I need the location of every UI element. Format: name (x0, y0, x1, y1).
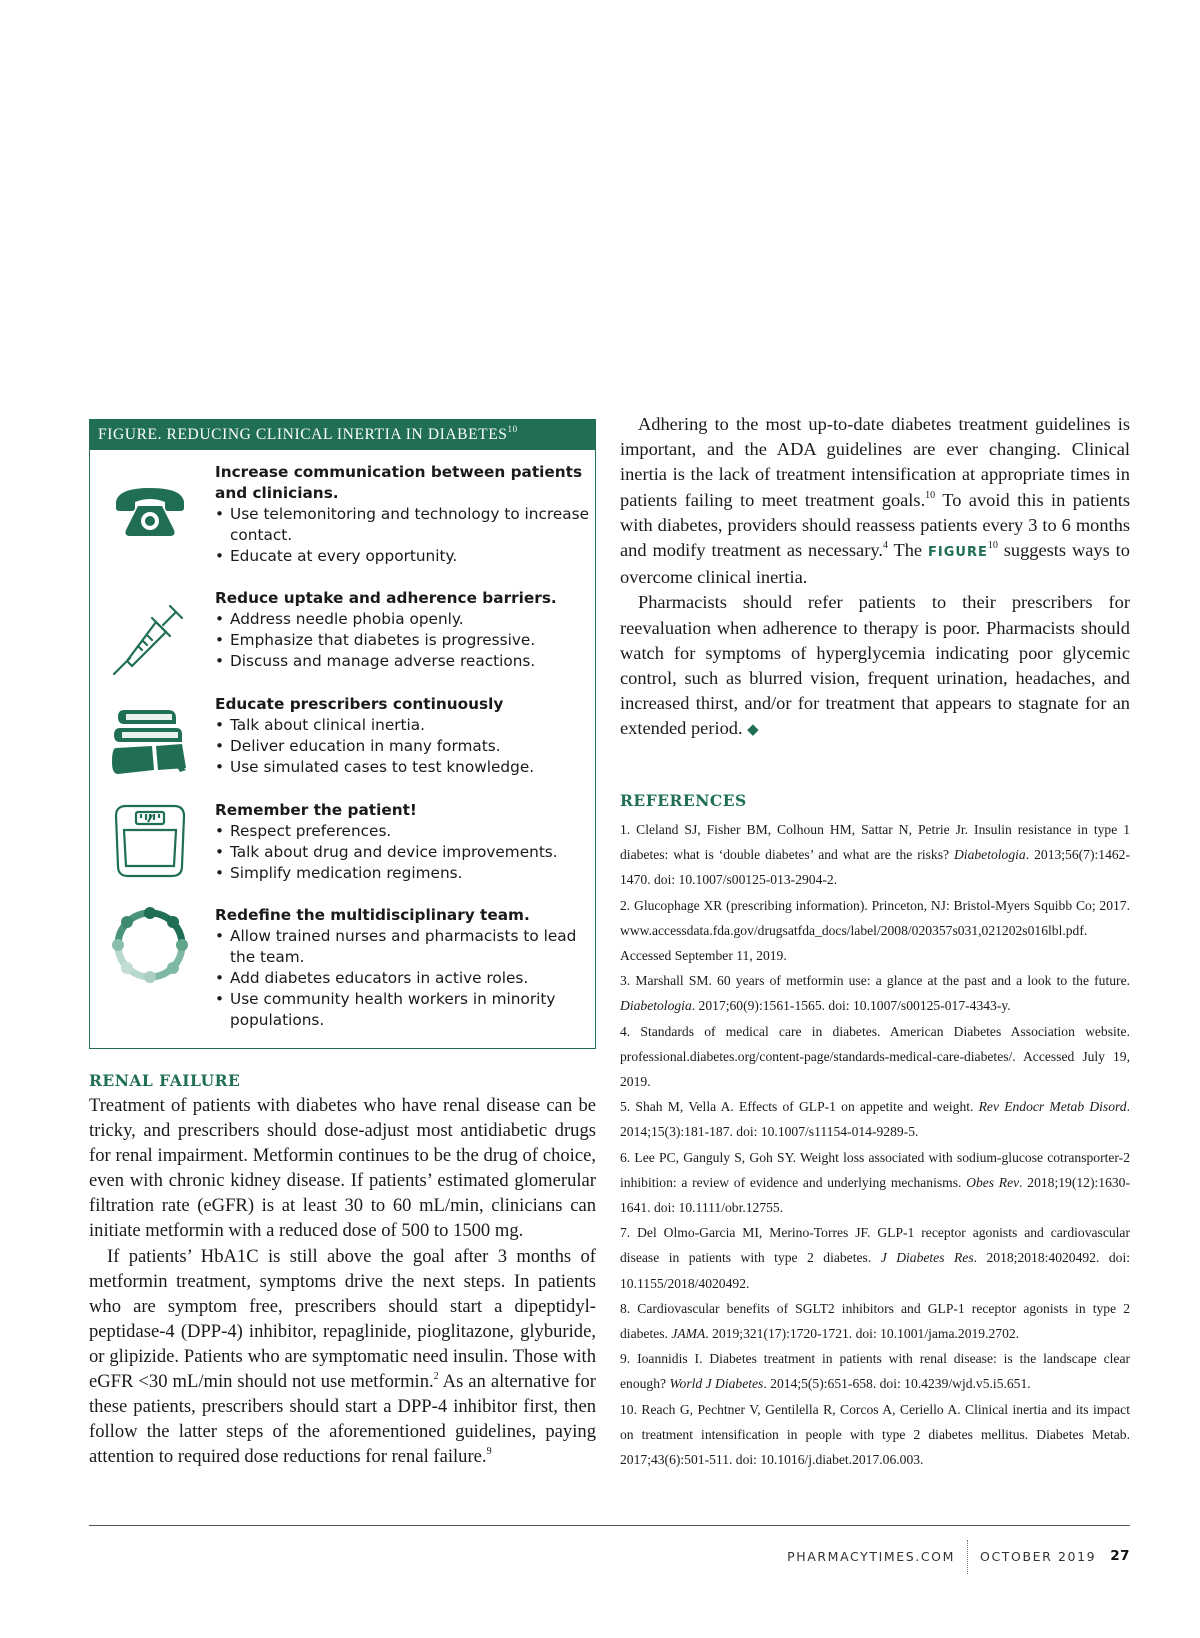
list-item: • Use simulated cases to test knowledge. (215, 757, 590, 778)
renal-p2-text-b: As an alternative for these patients, prescribers should start a DPP-4 inhibitor first, then follow the latter steps of the aforementioned guidelines, paying attention to required dose reductions for renal failure. (89, 1371, 596, 1468)
page-number: 27 (1110, 1548, 1130, 1564)
reference-item: 1. Cleland SJ, Fisher BM, Colhoun HM, Sattar N, Petrie Jr. Insulin resistance in type 1 diabetes: what is ‘double diabetes’ and what are the risks? Diabetologia. 2013;56(7):1462-1470. doi: 10.1007/s00125-013-2904-2. (620, 822, 1130, 888)
list-item: • Deliver education in many formats. (215, 736, 590, 757)
figure-section-list (215, 926, 590, 1031)
citation-ref: 10 (925, 489, 936, 501)
figure-section-title: Educate prescribers continuously (215, 695, 504, 713)
team-circle-icon (110, 905, 190, 985)
citation-ref: 4 (882, 540, 888, 552)
figure-section-list (215, 609, 590, 672)
list-item: • Allow trained nurses and pharmacists to lead the team. (215, 926, 590, 968)
citation-ref: 9 (486, 1446, 492, 1458)
page-footer (787, 1545, 1130, 1567)
intro-paragraph-1 (620, 412, 1130, 590)
list-item: • Add diabetes educators in active roles. (215, 968, 590, 989)
renal-p2-text-a: If patients’ HbA1C is still above the goal after 3 months of metformin treatment, symptoms drive the next steps. In patients who are symptom free, prescribers should start a dipeptidyl-peptidase-4 (DPP-4) inhibitor, repaglinide, pioglitazone, glyburide, or glipizide. Patients who are symptomatic need insulin. Those with eGFR <30 mL/min should not use metformin. (89, 1245, 596, 1393)
intro-p1-text-c: The (887, 540, 928, 561)
figure-section-title: Increase communication between patients and clinicians. (215, 463, 583, 502)
reference-item: 3. Marshall SM. 60 years of metformin use: a glance at the past and a look to the future. Diabetologia. 2017;60(9):1561-1565. doi: 10.1007/s00125-017-4343-y. (620, 973, 1130, 1014)
figure-header (90, 420, 595, 450)
figure-section-text (215, 800, 590, 884)
reference-item: 10. Reach G, Pechtner V, Gentilella R, Corcos A, Ceriello A. Clinical inertia and its impact on treatment intensification in people with type 2 diabetes mellitus. Diabetes Metab. 2017;43(6):501-511. doi: 10.1016/j.diabet.2017.06.003. (620, 1401, 1130, 1468)
figure-section-title: Reduce uptake and adherence barriers. (215, 589, 557, 607)
renal-failure-section (89, 1068, 596, 1469)
figure-section-title: Remember the patient! (215, 801, 417, 819)
reference-item: 5. Shah M, Vella A. Effects of GLP-1 on appetite and weight. Rev Endocr Metab Disord. 2014;15(3):181-187. doi: 10.1007/s11154-014-9289-5. (620, 1099, 1131, 1140)
citation-ref: 2 (433, 1371, 439, 1383)
figure-section-text (215, 694, 590, 778)
reference-item: 9. Ioannidis I. Diabetes treatment in patients with renal disease: is the landscape clear enough? World J Diabetes. 2014;5(5):651-658. doi: 10.4239/wjd.v5.i5.651. (620, 1351, 1130, 1392)
list-item: • Respect preferences. (215, 821, 590, 842)
figure-section-list (215, 504, 590, 567)
figure-section-text (215, 462, 590, 567)
intro-p2-text: Pharmacists should refer patients to their prescribers for reevaluation when adherence to therapy is poor. Pharmacists should watch for symptoms of hyperglycemia indicating poor glycemic control, such as blurred vision, frequent urination, headaches, and increased thirst, and/or for treatment that appears to stagnate for an extended period. (620, 592, 1130, 739)
reference-item: 2. Glucophage XR (prescribing information). Princeton, NJ: Bristol-Myers Squibb Co; 2017. www.accessdata.fda.gov/drugsatfda_docs/label/2008/020357s031,021202s016lbl.pdf. Accessed September 11, 2019. (620, 897, 1130, 964)
list-item: • Talk about clinical inertia. (215, 715, 590, 736)
renal-failure-heading: RENAL FAILURE (89, 1071, 241, 1090)
intro-p1-text-b: To avoid this in patients with diabetes, providers should reassess patients every 3 to 6 months and modify treatment as necessary. (620, 489, 1130, 561)
footer-divider (89, 1525, 1130, 1526)
references-list (620, 817, 1130, 1472)
figure-title-ref: 10 (507, 424, 518, 434)
references-section (620, 788, 1130, 1472)
figure-section-list (215, 821, 590, 884)
intro-paragraph-2 (620, 590, 1130, 743)
list-item: • Educate at every opportunity. (215, 546, 590, 567)
footer-separator (967, 1540, 968, 1574)
list-item: • Discuss and manage adverse reactions. (215, 651, 590, 672)
list-item: • Use community health workers in minority populations. (215, 989, 590, 1031)
figure-section-list (215, 715, 590, 778)
books-icon (110, 702, 190, 782)
renal-paragraph-1: Treatment of patients with diabetes who have renal disease can be tricky, and prescribers should dose-adjust most antidiabetic drugs for renal impairment. Metformin continues to be the drug of choice, even with chronic kidney disease. If patients’ estimated glomerular filtration rate (eGFR) is at least 30 to 60 mL/min, clinicians can initiate metformin with a reduced dose of 500 to 1500 mg. (89, 1095, 596, 1242)
list-item: • Simplify medication regimens. (215, 863, 590, 884)
telephone-icon (110, 474, 190, 554)
reference-item: 8. Cardiovascular benefits of SGLT2 inhibitors and GLP-1 receptor agonists in type 2 diabetes. JAMA. 2019;321(17):1720-1721. doi: 10.1001/jama.2019.2702. (620, 1300, 1130, 1342)
figure-label: FIGURE. (98, 426, 163, 443)
reference-item: 4. Standards of medical care in diabetes. American Diabetes Association website. professional.diabetes.org/content-page/standards-medical-care-diabetes/. Accessed July 19, 2019. (620, 1023, 1130, 1090)
figure-section-text (215, 588, 590, 672)
reference-item: 6. Lee PC, Ganguly S, Goh SY. Weight loss associated with sodium-glucose cotransporter-2 inhibition: a review of evidence and underlying mechanisms. Obes Rev. 2018;19(12):1630-1641. doi: 10.1111/obr.12755. (620, 1149, 1130, 1216)
references-heading: REFERENCES (620, 791, 747, 810)
footer-site: PHARMACYTIMES.COM (787, 1548, 956, 1564)
intro-section (620, 412, 1130, 744)
list-item: • Use telemonitoring and technology to increase contact. (215, 504, 590, 546)
figure-section-title: Redefine the multidisciplinary team. (215, 906, 530, 924)
intro-p1-text-d: suggests ways to overcome clinical inertia. (620, 540, 1130, 588)
list-item: • Address needle phobia openly. (215, 609, 590, 630)
reference-item: 7. Del Olmo-Garcia MI, Merino-Torres JF. GLP-1 receptor agonists and cardiovascular disease in patients with type 2 diabetes. J Diabetes Res. 2018;2018:4020492. doi: 10.1155/2018/4020492. (620, 1225, 1130, 1291)
syringe-icon (110, 598, 190, 678)
citation-ref: 10 (987, 540, 998, 552)
scale-icon (110, 800, 190, 880)
list-item: • Emphasize that diabetes is progressive. (215, 630, 590, 651)
figure-title: REDUCING CLINICAL INERTIA IN DIABETES (162, 426, 508, 443)
intro-p1-text-a: Adhering to the most up-to-date diabetes treatment guidelines is important, and the ADA guidelines are ever changing. Clinical inertia is the lack of treatment intensification at appropriate times in patients failing to meet treatment goals. (620, 414, 1130, 510)
list-item: • Talk about drug and device improvements. (215, 842, 590, 863)
figure-reference: FIGURE (928, 545, 988, 561)
renal-paragraph-2 (89, 1244, 596, 1470)
figure-box (89, 419, 596, 1049)
footer-issue: OCTOBER 2019 (980, 1548, 1097, 1564)
figure-section-text (215, 905, 590, 1031)
end-mark-diamond-icon: ◆ (747, 722, 759, 739)
